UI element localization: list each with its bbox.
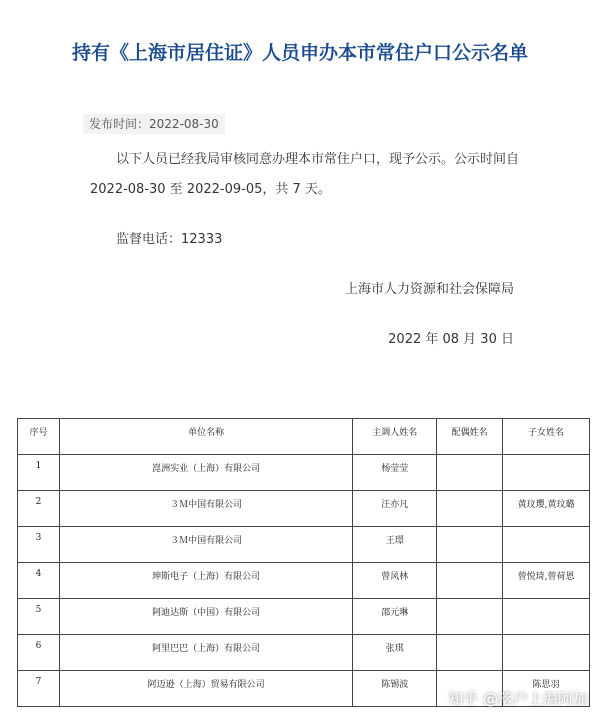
cell-unit: ３Ｍ中国有限公司	[59, 491, 352, 527]
publish-label: 发布时间：	[89, 117, 150, 131]
page-title: 持有《上海市居住证》人员申办本市常住户口公示名单	[71, 42, 528, 64]
phone-number: 12333	[181, 232, 223, 247]
cell-applicant: 王璟	[353, 527, 437, 563]
header-seq: 序号	[18, 419, 60, 455]
cell-children: 曾悦琦,曾荷恩	[503, 563, 590, 599]
cell-unit: 阿迪达斯（中国）有限公司	[59, 599, 352, 635]
cell-applicant: 邵元琳	[353, 599, 437, 635]
notice-paragraph-text: 以下人员已经我局审核同意办理本市常住户口，现予公示。公示时间自2022-08-30 至 2022-09-05，共 7 天。	[90, 152, 520, 197]
cell-spouse	[437, 491, 503, 527]
roster-table	[17, 418, 590, 707]
zhihu-watermark: 知乎 @落户上海阿加	[448, 690, 588, 708]
cell-spouse	[437, 635, 503, 671]
issuer-name: 上海市人力资源和社会保障局	[344, 282, 514, 297]
table-row	[18, 527, 590, 563]
cell-seq: 7	[18, 671, 60, 707]
table-row	[18, 563, 590, 599]
header-applicant: 主调人姓名	[353, 419, 437, 455]
supervision-phone	[116, 228, 222, 247]
header-spouse: 配偶姓名	[437, 419, 503, 455]
sign-date: 2022 年 08 月 30 日	[388, 332, 514, 347]
publish-info	[83, 114, 225, 134]
cell-seq: 2	[18, 491, 60, 527]
table-row	[18, 491, 590, 527]
cell-children: 黄玟璎,黄玟璐	[503, 491, 590, 527]
cell-seq: 4	[18, 563, 60, 599]
table-row	[18, 455, 590, 491]
cell-spouse	[437, 455, 503, 491]
table-header-row	[18, 419, 590, 455]
phone-label: 监督电话：	[116, 232, 182, 247]
cell-applicant: 张琪	[353, 635, 437, 671]
cell-unit: 珅斯电子（上海）有限公司	[59, 563, 352, 599]
cell-spouse	[437, 563, 503, 599]
cell-spouse	[437, 599, 503, 635]
cell-unit: 阿里巴巴（上海）有限公司	[59, 635, 352, 671]
cell-unit: 崑洲实业（上海）有限公司	[59, 455, 352, 491]
cell-unit: ３Ｍ中国有限公司	[59, 527, 352, 563]
table-row	[18, 599, 590, 635]
table-row	[18, 635, 590, 671]
cell-spouse	[437, 527, 503, 563]
cell-applicant: 陈锡波	[353, 671, 437, 707]
cell-seq: 5	[18, 599, 60, 635]
cell-applicant: 汪亦凡	[353, 491, 437, 527]
notice-paragraph	[90, 145, 540, 205]
header-unit: 单位名称	[59, 419, 352, 455]
publish-date: 2022-08-30	[149, 117, 219, 131]
cell-unit: 阿迈逊（上海）贸易有限公司	[59, 671, 352, 707]
cell-children	[503, 527, 590, 563]
cell-seq: 6	[18, 635, 60, 671]
cell-seq: 3	[18, 527, 60, 563]
cell-children	[503, 599, 590, 635]
cell-children	[503, 455, 590, 491]
cell-children: 陈思羽	[503, 671, 590, 707]
cell-seq: 1	[18, 455, 60, 491]
cell-applicant: 杨莹莹	[353, 455, 437, 491]
cell-children	[503, 635, 590, 671]
cell-applicant: 曾风林	[353, 563, 437, 599]
header-children: 子女姓名	[503, 419, 590, 455]
